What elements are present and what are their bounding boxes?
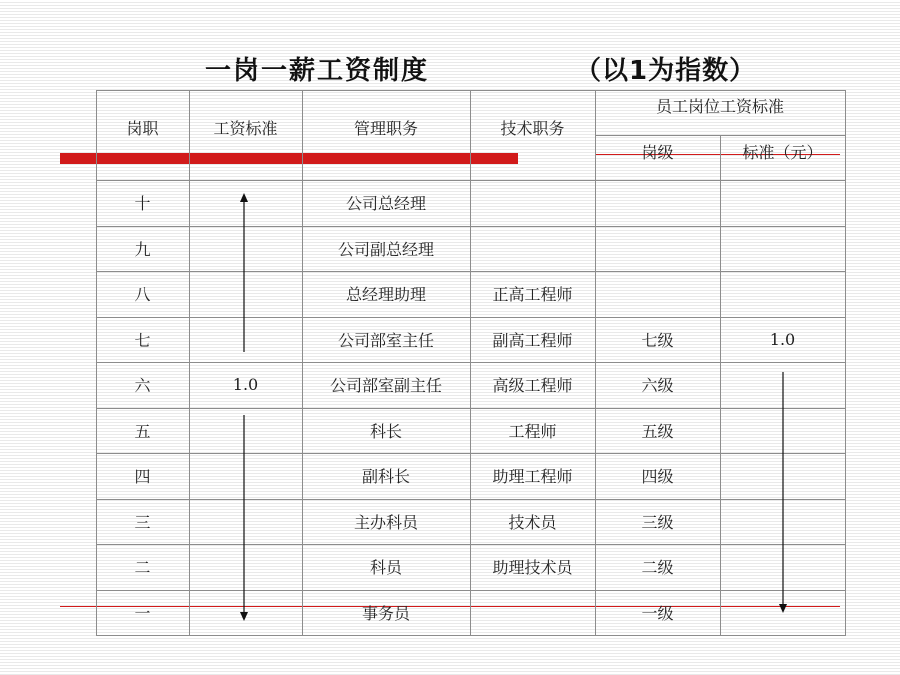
cell-grade: 九 — [134, 240, 151, 259]
header-management-post: 管理职务 — [353, 119, 418, 138]
cell-management-post: 公司部室主任 — [337, 331, 434, 350]
page-title: 一岗一薪工资制度 — [205, 56, 430, 86]
cell-grade: 十 — [134, 194, 151, 213]
cell-post-level: 五级 — [641, 422, 674, 441]
cell-management-post: 公司副总经理 — [337, 240, 434, 259]
cell-management-post: 科长 — [369, 422, 402, 441]
header-standard-yuan: 标准（元） — [742, 142, 823, 162]
cell-salary: 1.0 — [232, 375, 259, 394]
cell-management-post: 总经理助理 — [345, 285, 426, 304]
page-subtitle: （以1为指数） — [575, 56, 757, 86]
cell-management-post: 主办科员 — [353, 513, 418, 532]
cell-management-post: 副科长 — [361, 467, 410, 486]
cell-post-level: 三级 — [641, 513, 674, 532]
cell-grade: 八 — [134, 285, 151, 304]
cell-post-level: 二级 — [641, 558, 674, 577]
cell-grade: 二 — [134, 558, 151, 577]
cell-management-post: 公司总经理 — [345, 194, 426, 213]
cell-technical-post: 副高工程师 — [492, 331, 573, 350]
cell-grade: 四 — [134, 467, 151, 486]
header-technical-post: 技术职务 — [500, 119, 565, 138]
cell-standard — [720, 226, 845, 271]
cell-standard — [720, 271, 845, 316]
cell-grade: 三 — [134, 513, 151, 532]
header-group-post-salary: 员工岗位工资标准 — [655, 96, 784, 116]
cell-post-level — [595, 180, 720, 225]
cell-grade: 五 — [134, 422, 151, 441]
cell-management-post: 公司部室副主任 — [329, 376, 442, 395]
cell-technical-post: 工程师 — [508, 422, 557, 441]
cell-technical-post — [470, 180, 595, 225]
cell-standard — [720, 180, 845, 225]
cell-post-level: 六级 — [641, 376, 674, 395]
cell-post-level: 四级 — [641, 467, 674, 486]
cell-technical-post — [470, 226, 595, 271]
cell-technical-post: 技术员 — [508, 513, 557, 532]
header-salary-standard: 工资标准 — [213, 119, 278, 138]
cell-technical-post: 高级工程师 — [492, 376, 573, 395]
cell-grade: 六 — [134, 376, 151, 395]
cell-technical-post: 正高工程师 — [492, 285, 573, 304]
cell-management-post: 科员 — [369, 558, 402, 577]
cell-management-post: 事务员 — [361, 604, 410, 623]
cell-technical-post — [470, 590, 595, 635]
cell-post-level — [595, 271, 720, 316]
cell-grade: 七 — [134, 331, 151, 350]
cell-technical-post: 助理技术员 — [492, 558, 573, 577]
cell-post-level: 一级 — [641, 604, 674, 623]
cell-technical-post: 助理工程师 — [492, 467, 573, 486]
cell-post-level — [595, 226, 720, 271]
down-arrow-icon — [234, 410, 254, 625]
cell-standard: 1.0 — [769, 330, 796, 349]
header-post-level: 岗级 — [641, 142, 674, 162]
down-arrow-right-icon — [773, 368, 793, 618]
header-grade: 岗职 — [126, 119, 159, 138]
cell-grade: 一 — [134, 604, 151, 623]
cell-post-level: 七级 — [641, 331, 674, 350]
